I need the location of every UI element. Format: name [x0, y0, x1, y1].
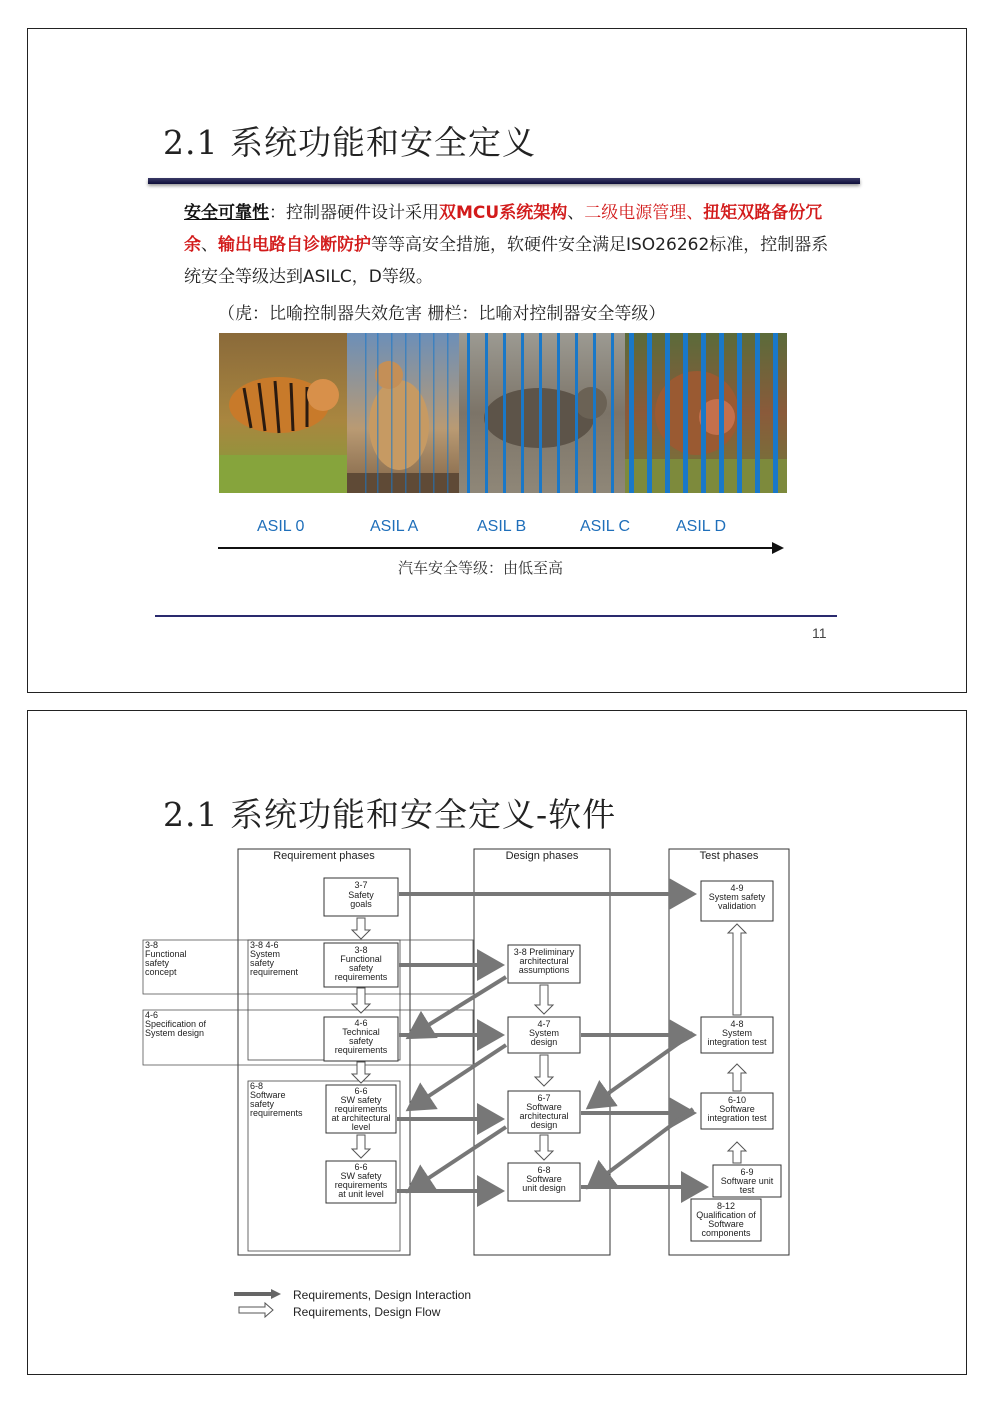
box-software-unit-design	[508, 1163, 580, 1201]
box-sw-safety-req-architectural	[326, 1085, 396, 1133]
svg-text:architectural: architectural	[519, 956, 569, 966]
svg-text:Software: Software	[250, 1090, 286, 1100]
svg-text:6-9: 6-9	[740, 1167, 754, 1177]
svg-text:unit design: unit design	[522, 1183, 566, 1193]
sep-1: 、	[567, 203, 585, 223]
box-software-integration-test	[701, 1093, 773, 1129]
body-intro: ：控制器硬件设计采用	[269, 203, 439, 223]
svg-text:components: components	[701, 1228, 751, 1238]
svg-text:6-6: 6-6	[354, 1086, 368, 1096]
svg-text:Software: Software	[526, 1174, 562, 1184]
title-rule	[148, 178, 860, 184]
svg-text:requirements: requirements	[334, 972, 388, 982]
box-software-architectural-design	[508, 1091, 580, 1133]
lead-term: 安全可靠性	[184, 203, 269, 223]
svg-text:level: level	[351, 1122, 371, 1132]
page-number: 11	[812, 625, 827, 641]
box-qualification-sw-components	[691, 1199, 761, 1241]
svg-text:SW safety: SW safety	[340, 1095, 382, 1105]
sep-3: 、	[201, 235, 218, 255]
svg-text:3-8 4-6: 3-8 4-6	[250, 940, 279, 950]
svg-text:concept: concept	[145, 967, 177, 977]
svg-text:4-8: 4-8	[730, 1019, 744, 1029]
svg-text:design: design	[530, 1120, 558, 1130]
group-label-software-safety	[250, 1081, 303, 1118]
legend-flow-label: Requirements, Design Flow	[293, 1305, 441, 1319]
svg-text:3-8 Preliminary: 3-8 Preliminary	[513, 947, 575, 957]
svg-text:6-7: 6-7	[537, 1093, 551, 1103]
svg-text:System: System	[721, 1028, 753, 1038]
svg-text:integration test: integration test	[707, 1113, 767, 1123]
column-design-header: Design phases	[505, 850, 579, 862]
svg-text:safety: safety	[348, 963, 374, 973]
svg-text:safety: safety	[250, 1099, 275, 1109]
footer-rule	[155, 615, 837, 617]
cougar-photo	[347, 333, 459, 493]
svg-text:requirements: requirements	[334, 1180, 388, 1190]
side-note-functional-safety-concept	[145, 940, 187, 977]
svg-text:test: test	[739, 1185, 755, 1195]
svg-text:goals: goals	[350, 899, 372, 909]
highlight-power: 二级电源管理	[584, 203, 687, 223]
body-rest: 等等高安全措施，软硬件安全满足ISO26262标准，控制器系统安全等级达到ASILC，D等级。	[184, 235, 829, 287]
highlight-dual-mcu: 双MCU系统架构	[439, 203, 568, 223]
svg-text:Software unit: Software unit	[720, 1176, 774, 1186]
svg-text:Functional: Functional	[340, 954, 382, 964]
svg-text:System: System	[250, 949, 281, 959]
svg-text:safety: safety	[348, 1036, 374, 1046]
slide-2-title: 2.1 系统功能和安全定义-软件	[163, 795, 617, 834]
svg-text:8-12: 8-12	[716, 1201, 736, 1211]
svg-text:requirements: requirements	[334, 1045, 388, 1055]
legend-hollow-arrow-icon	[239, 1303, 273, 1317]
svg-text:3-8: 3-8	[354, 945, 368, 955]
svg-text:6-6: 6-6	[354, 1162, 368, 1172]
legend-solid-arrow-icon	[234, 1289, 281, 1299]
svg-text:Technical: Technical	[342, 1027, 380, 1037]
highlight-diagnosis: 输出电路自诊断防护	[218, 235, 371, 255]
asil-animal-photo-strip	[219, 333, 787, 493]
legend-interaction-label: Requirements, Design Interaction	[293, 1288, 472, 1302]
box-sw-safety-req-unit	[326, 1161, 396, 1203]
svg-text:6-8: 6-8	[537, 1165, 551, 1175]
svg-text:Specification of: Specification of	[145, 1019, 207, 1029]
box-technical-safety-requirements	[324, 1017, 398, 1061]
group-label-system-safety	[250, 940, 299, 977]
iso26262-v-model-diagram	[141, 847, 841, 1327]
svg-text:Software: Software	[708, 1219, 744, 1229]
svg-text:requirement: requirement	[250, 967, 299, 977]
svg-text:4-6: 4-6	[354, 1018, 368, 1028]
side-note-system-design-spec	[145, 1010, 207, 1038]
asil-axis-line	[218, 547, 778, 549]
slide-1-title: 2.1 系统功能和安全定义	[163, 123, 536, 162]
box-functional-safety-requirements	[324, 943, 398, 987]
svg-text:design: design	[530, 1037, 558, 1047]
svg-text:System safety: System safety	[708, 892, 766, 902]
box-software-unit-test	[713, 1165, 781, 1197]
column-test-header: Test phases	[699, 850, 759, 862]
asil-d-label: ASIL D	[676, 518, 727, 535]
legend-symbols	[233, 1286, 283, 1320]
asil-0-label: ASIL 0	[257, 518, 305, 535]
svg-text:at architectural: at architectural	[331, 1113, 391, 1123]
svg-text:3-7: 3-7	[354, 880, 368, 890]
box-preliminary-architectural-assumptions	[508, 945, 580, 983]
svg-text:6-10: 6-10	[727, 1095, 747, 1105]
svg-text:4-6: 4-6	[145, 1010, 159, 1020]
svg-text:Safety: Safety	[348, 890, 374, 900]
svg-text:at unit level: at unit level	[338, 1189, 384, 1199]
asil-axis-label: 汽车安全等级：由低至高	[398, 559, 564, 577]
box-system-integration-test	[701, 1017, 773, 1053]
svg-text:3-8: 3-8	[145, 940, 159, 950]
slide-1-body	[184, 197, 834, 293]
svg-text:4-9: 4-9	[730, 883, 744, 893]
asil-axis-arrowhead	[772, 542, 784, 554]
svg-text:requirements: requirements	[250, 1108, 303, 1118]
svg-text:safety: safety	[145, 958, 170, 968]
highlight-torque: 扭矩双路备份冗余	[184, 203, 823, 255]
svg-text:6-8: 6-8	[250, 1081, 264, 1091]
svg-text:Functional: Functional	[145, 949, 187, 959]
asil-b-label: ASIL B	[477, 518, 527, 535]
svg-text:assumptions: assumptions	[518, 965, 570, 975]
svg-text:System design: System design	[145, 1028, 205, 1038]
slide-1	[27, 28, 967, 693]
svg-text:Qualification of: Qualification of	[696, 1210, 756, 1220]
box-safety-goals	[324, 878, 398, 916]
svg-text:4-7: 4-7	[537, 1019, 551, 1029]
svg-text:Software: Software	[719, 1104, 755, 1114]
sep-2: 、	[686, 203, 704, 223]
svg-text:SW safety: SW safety	[340, 1171, 382, 1181]
slide-2	[27, 710, 967, 1375]
svg-text:validation: validation	[717, 901, 757, 911]
asil-a-label: ASIL A	[370, 518, 419, 535]
svg-text:System: System	[528, 1028, 560, 1038]
box-system-design	[508, 1017, 580, 1053]
svg-text:architectural: architectural	[519, 1111, 569, 1121]
image-caption: （虎：比喻控制器失效危害 栅栏：比喻对控制器安全等级）	[218, 304, 666, 324]
svg-text:requirements: requirements	[334, 1104, 388, 1114]
tiger-photo	[219, 333, 347, 493]
box-system-safety-validation	[701, 881, 773, 921]
column-requirement-header: Requirement phases	[273, 850, 375, 862]
asil-c-label: ASIL C	[580, 518, 631, 535]
svg-text:integration test: integration test	[707, 1037, 767, 1047]
svg-text:safety: safety	[250, 958, 275, 968]
svg-text:Software: Software	[526, 1102, 562, 1112]
